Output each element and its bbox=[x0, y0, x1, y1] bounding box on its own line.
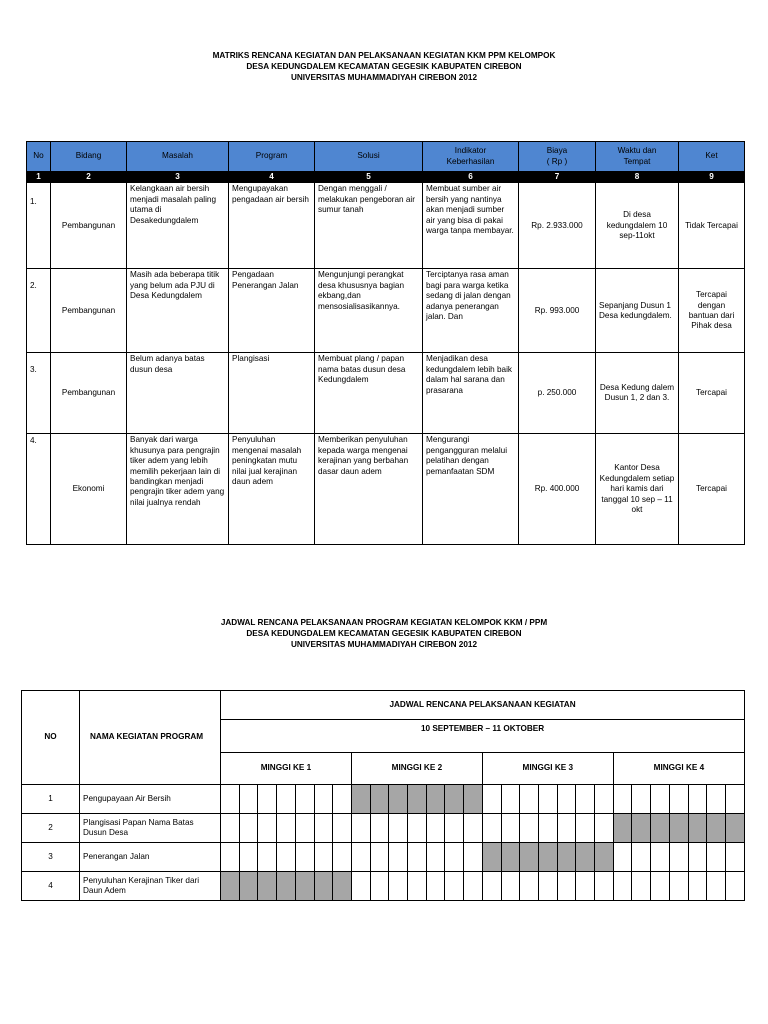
schedule-cell bbox=[725, 785, 744, 814]
schedule-header-row bbox=[22, 691, 745, 720]
matrix-number-row bbox=[27, 172, 745, 183]
schedule-row-name: Penerangan Jalan bbox=[80, 843, 221, 872]
schedule-cell bbox=[482, 872, 501, 901]
schedule-cell bbox=[520, 785, 539, 814]
table-row bbox=[27, 183, 745, 269]
schedule-cell bbox=[277, 785, 296, 814]
schedule-cell bbox=[576, 872, 595, 901]
row-waktu: Desa Kedung dalem Dusun 1, 2 dan 3. bbox=[596, 353, 679, 434]
schedule-cell bbox=[725, 843, 744, 872]
schedule-cell-active bbox=[707, 814, 726, 843]
schedule-cell-active bbox=[408, 785, 427, 814]
schedule-row-name: Pengupayaan Air Bersih bbox=[80, 785, 221, 814]
row-no: 4. bbox=[27, 434, 51, 545]
schedule-row-no: 4 bbox=[22, 872, 80, 901]
schedule-cell bbox=[651, 785, 670, 814]
col-number: 7 bbox=[519, 172, 596, 183]
schedule-cell-active bbox=[314, 872, 333, 901]
row-program: Pengadaan Penerangan Jalan bbox=[229, 269, 315, 353]
header-masalah: Masalah bbox=[127, 142, 229, 172]
schedule-cell bbox=[239, 785, 258, 814]
schedule-cell bbox=[613, 872, 632, 901]
row-solusi: Mengunjungi perangkat desa khususnya bagian ekbang,dan mensosialisasikannya. bbox=[315, 269, 423, 353]
row-biaya: p. 250.000 bbox=[519, 353, 596, 434]
schedule-cell-active bbox=[389, 785, 408, 814]
table-row bbox=[27, 353, 745, 434]
schedule-cell bbox=[351, 843, 370, 872]
schedule-row-no: 3 bbox=[22, 843, 80, 872]
schedule-cell-active bbox=[651, 814, 670, 843]
schedule-cell-active bbox=[557, 843, 576, 872]
schedule-cell bbox=[651, 872, 670, 901]
schedule-row-no: 2 bbox=[22, 814, 80, 843]
schedule-title bbox=[0, 617, 768, 650]
schedule-cell bbox=[707, 872, 726, 901]
schedule-title-line-3: UNIVERSITAS MUHAMMADIYAH CIREBON 2012 bbox=[290, 640, 478, 649]
schedule-cell-active bbox=[351, 785, 370, 814]
schedule-cell bbox=[295, 814, 314, 843]
matrix-title-line-2: DESA KEDUNGDALEM KECAMATAN GEGESIK KABUPATEN CIREBON bbox=[246, 62, 522, 71]
schedule-top-header: JADWAL RENCANA PELAKSANAAN KEGIATAN bbox=[221, 691, 745, 720]
schedule-cell bbox=[557, 814, 576, 843]
schedule-cell bbox=[501, 872, 520, 901]
row-biaya: Rp. 400.000 bbox=[519, 434, 596, 545]
schedule-cell bbox=[669, 872, 688, 901]
schedule-cell bbox=[351, 814, 370, 843]
schedule-cell bbox=[520, 872, 539, 901]
col-number: 1 bbox=[27, 172, 51, 183]
schedule-cell bbox=[408, 872, 427, 901]
row-indikator: Menjadikan desa kedungdalem lebih baik dalam hal sarana dan prasarana bbox=[423, 353, 519, 434]
schedule-cell bbox=[632, 785, 651, 814]
schedule-cell-active bbox=[632, 814, 651, 843]
schedule-cell bbox=[482, 785, 501, 814]
schedule-cell-active bbox=[221, 872, 240, 901]
schedule-cell bbox=[333, 785, 352, 814]
col-number: 6 bbox=[423, 172, 519, 183]
schedule-cell bbox=[576, 785, 595, 814]
schedule-cell-active bbox=[576, 843, 595, 872]
schedule-cell bbox=[277, 814, 296, 843]
schedule-cell bbox=[370, 814, 389, 843]
schedule-cell-active bbox=[239, 872, 258, 901]
schedule-cell bbox=[632, 872, 651, 901]
schedule-cell bbox=[707, 843, 726, 872]
schedule-cell bbox=[613, 785, 632, 814]
schedule-table bbox=[21, 690, 745, 901]
row-ket: Tercapai dengan bantuan dari Pihak desa bbox=[679, 269, 745, 353]
schedule-cell bbox=[632, 843, 651, 872]
schedule-cell bbox=[557, 872, 576, 901]
table-row bbox=[27, 434, 745, 545]
row-program: Mengupayakan pengadaan air bersih bbox=[229, 183, 315, 269]
week-header: MINGGI KE 1 bbox=[221, 753, 352, 785]
row-solusi: Dengan menggali / melakukan pengeboran air sumur tanah bbox=[315, 183, 423, 269]
schedule-row-no: 1 bbox=[22, 785, 80, 814]
schedule-no-header: NO bbox=[22, 691, 80, 785]
col-number: 3 bbox=[127, 172, 229, 183]
row-masalah: Banyak dari warga khusunya para pengrajin tiker adem yang lebih memilih pekerjaan lain di bandingkan menjadi pengrajin tiker adem yang nilai jualnya rendah bbox=[127, 434, 229, 545]
schedule-cell bbox=[688, 843, 707, 872]
row-indikator: Mengurangi pengangguran melalui pelatihan dengan pemanfaatan SDM bbox=[423, 434, 519, 545]
schedule-cell-active bbox=[520, 843, 539, 872]
matrix-header-row bbox=[27, 142, 745, 172]
col-number: 4 bbox=[229, 172, 315, 183]
schedule-cell bbox=[351, 872, 370, 901]
schedule-cell bbox=[277, 843, 296, 872]
row-masalah: Masih ada beberapa titik yang belum ada PJU di Desa Kedungdalem bbox=[127, 269, 229, 353]
row-biaya: Rp. 2.933.000 bbox=[519, 183, 596, 269]
schedule-row bbox=[22, 843, 745, 872]
schedule-cell bbox=[669, 843, 688, 872]
schedule-cell bbox=[258, 814, 277, 843]
schedule-cell bbox=[314, 843, 333, 872]
row-biaya: Rp. 993.000 bbox=[519, 269, 596, 353]
schedule-cell bbox=[538, 785, 557, 814]
row-bidang: Ekonomi bbox=[51, 434, 127, 545]
schedule-cell-active bbox=[333, 872, 352, 901]
week-header: MINGGI KE 2 bbox=[351, 753, 482, 785]
schedule-cell bbox=[370, 843, 389, 872]
schedule-cell-active bbox=[464, 785, 483, 814]
header-bidang: Bidang bbox=[51, 142, 127, 172]
col-number: 8 bbox=[596, 172, 679, 183]
schedule-cell bbox=[408, 814, 427, 843]
header-waktu: Waktu dan Tempat bbox=[596, 142, 679, 172]
schedule-row-name: Penyuluhan Kerajinan Tiker dari Daun Adem bbox=[80, 872, 221, 901]
schedule-cell bbox=[557, 785, 576, 814]
row-bidang: Pembangunan bbox=[51, 183, 127, 269]
activity-matrix-table bbox=[26, 141, 745, 545]
table-row bbox=[27, 269, 745, 353]
schedule-cell bbox=[501, 814, 520, 843]
schedule-cell bbox=[221, 814, 240, 843]
schedule-cell bbox=[538, 814, 557, 843]
row-waktu: Di desa kedungdalem 10 sep-11okt bbox=[596, 183, 679, 269]
row-no: 2. bbox=[27, 269, 51, 353]
schedule-period: 10 SEPTEMBER – 11 OKTOBER bbox=[221, 720, 745, 753]
row-program: Penyuluhan mengenai masalah peningkatan mutu nilai jual kerajinan daun adem bbox=[229, 434, 315, 545]
schedule-cell bbox=[426, 843, 445, 872]
week-header: MINGGI KE 4 bbox=[613, 753, 744, 785]
schedule-cell bbox=[389, 872, 408, 901]
schedule-cell bbox=[520, 814, 539, 843]
row-masalah: Belum adanya batas dusun desa bbox=[127, 353, 229, 434]
row-indikator: Membuat sumber air bersih yang nantinya akan menjadi sumber air yang bisa di pakai warga tanpa membayar. bbox=[423, 183, 519, 269]
schedule-cell-active bbox=[482, 843, 501, 872]
schedule-cell bbox=[426, 872, 445, 901]
schedule-title-line-2: DESA KEDUNGDALEM KECAMATAN GEGESIK KABUPATEN CIREBON bbox=[246, 629, 522, 638]
schedule-cell bbox=[221, 843, 240, 872]
schedule-cell-active bbox=[295, 872, 314, 901]
schedule-cell bbox=[221, 785, 240, 814]
row-ket: Tercapai bbox=[679, 434, 745, 545]
row-waktu: Sepanjang Dusun 1 Desa kedungdalem. bbox=[596, 269, 679, 353]
schedule-cell bbox=[258, 785, 277, 814]
schedule-cell-active bbox=[688, 814, 707, 843]
row-no: 1. bbox=[27, 183, 51, 269]
schedule-row bbox=[22, 785, 745, 814]
row-indikator: Terciptanya rasa aman bagi para warga ketika sedang di jalan dengan adanya penerangan jalan. Dan bbox=[423, 269, 519, 353]
schedule-cell bbox=[613, 843, 632, 872]
col-number: 9 bbox=[679, 172, 745, 183]
schedule-name-header: NAMA KEGIATAN PROGRAM bbox=[80, 691, 221, 785]
schedule-cell bbox=[389, 843, 408, 872]
row-program: Plangisasi bbox=[229, 353, 315, 434]
schedule-cell-active bbox=[725, 814, 744, 843]
schedule-cell bbox=[426, 814, 445, 843]
matrix-title bbox=[0, 50, 768, 83]
schedule-cell-active bbox=[501, 843, 520, 872]
header-indikator: Indikator Keberhasilan bbox=[423, 142, 519, 172]
schedule-cell bbox=[370, 872, 389, 901]
schedule-row-name: Plangisasi Papan Nama Batas Dusun Desa bbox=[80, 814, 221, 843]
schedule-cell bbox=[314, 814, 333, 843]
header-solusi: Solusi bbox=[315, 142, 423, 172]
schedule-cell bbox=[688, 872, 707, 901]
schedule-cell bbox=[595, 814, 614, 843]
schedule-cell bbox=[501, 785, 520, 814]
schedule-cell-active bbox=[277, 872, 296, 901]
schedule-cell bbox=[333, 843, 352, 872]
schedule-cell bbox=[651, 843, 670, 872]
matrix-title-line-1: MATRIKS RENCANA KEGIATAN DAN PELAKSANAAN KEGIATAN KKM PPM KELOMPOK bbox=[212, 51, 556, 60]
schedule-cell bbox=[239, 814, 258, 843]
week-header: MINGGI KE 3 bbox=[482, 753, 613, 785]
schedule-cell bbox=[258, 843, 277, 872]
schedule-cell bbox=[482, 814, 501, 843]
schedule-cell-active bbox=[613, 814, 632, 843]
schedule-cell bbox=[333, 814, 352, 843]
schedule-cell bbox=[707, 785, 726, 814]
schedule-cell-active bbox=[595, 843, 614, 872]
row-masalah: Kelangkaan air bersih menjadi masalah paling utama di Desakedungdalem bbox=[127, 183, 229, 269]
schedule-cell bbox=[445, 814, 464, 843]
schedule-cell-active bbox=[445, 785, 464, 814]
header-no: No bbox=[27, 142, 51, 172]
schedule-cell bbox=[688, 785, 707, 814]
schedule-cell bbox=[464, 872, 483, 901]
header-biaya: Biaya ( Rp ) bbox=[519, 142, 596, 172]
schedule-cell bbox=[595, 872, 614, 901]
schedule-cell-active bbox=[370, 785, 389, 814]
schedule-cell bbox=[445, 872, 464, 901]
schedule-cell bbox=[669, 785, 688, 814]
schedule-cell bbox=[408, 843, 427, 872]
row-no: 3. bbox=[27, 353, 51, 434]
row-ket: Tercapai bbox=[679, 353, 745, 434]
schedule-cell bbox=[464, 843, 483, 872]
schedule-cell bbox=[576, 814, 595, 843]
row-solusi: Membuat plang / papan nama batas dusun desa Kedungdalem bbox=[315, 353, 423, 434]
row-waktu: Kantor Desa Kedungdalem setiap hari kamis dari tanggal 10 sep – 11 okt bbox=[596, 434, 679, 545]
schedule-row bbox=[22, 814, 745, 843]
schedule-row bbox=[22, 872, 745, 901]
schedule-cell bbox=[464, 814, 483, 843]
matrix-title-line-3: UNIVERSITAS MUHAMMADIYAH CIREBON 2012 bbox=[290, 73, 478, 82]
schedule-cell bbox=[295, 843, 314, 872]
schedule-cell bbox=[295, 785, 314, 814]
header-ket: Ket bbox=[679, 142, 745, 172]
schedule-cell bbox=[445, 843, 464, 872]
row-bidang: Pembangunan bbox=[51, 353, 127, 434]
schedule-cell-active bbox=[669, 814, 688, 843]
row-bidang: Pembangunan bbox=[51, 269, 127, 353]
schedule-cell bbox=[239, 843, 258, 872]
schedule-cell bbox=[725, 872, 744, 901]
schedule-cell-active bbox=[258, 872, 277, 901]
schedule-cell bbox=[538, 872, 557, 901]
schedule-cell-active bbox=[426, 785, 445, 814]
schedule-cell bbox=[595, 785, 614, 814]
schedule-title-line-1: JADWAL RENCANA PELAKSANAAN PROGRAM KEGIATAN KELOMPOK KKM / PPM bbox=[220, 618, 548, 627]
header-program: Program bbox=[229, 142, 315, 172]
schedule-cell bbox=[314, 785, 333, 814]
schedule-cell-active bbox=[538, 843, 557, 872]
row-ket: Tidak Tercapai bbox=[679, 183, 745, 269]
row-solusi: Memberikan penyuluhan kepada warga mengenai kerajinan yang berbahan dasar daun adem bbox=[315, 434, 423, 545]
col-number: 5 bbox=[315, 172, 423, 183]
col-number: 2 bbox=[51, 172, 127, 183]
schedule-cell bbox=[389, 814, 408, 843]
